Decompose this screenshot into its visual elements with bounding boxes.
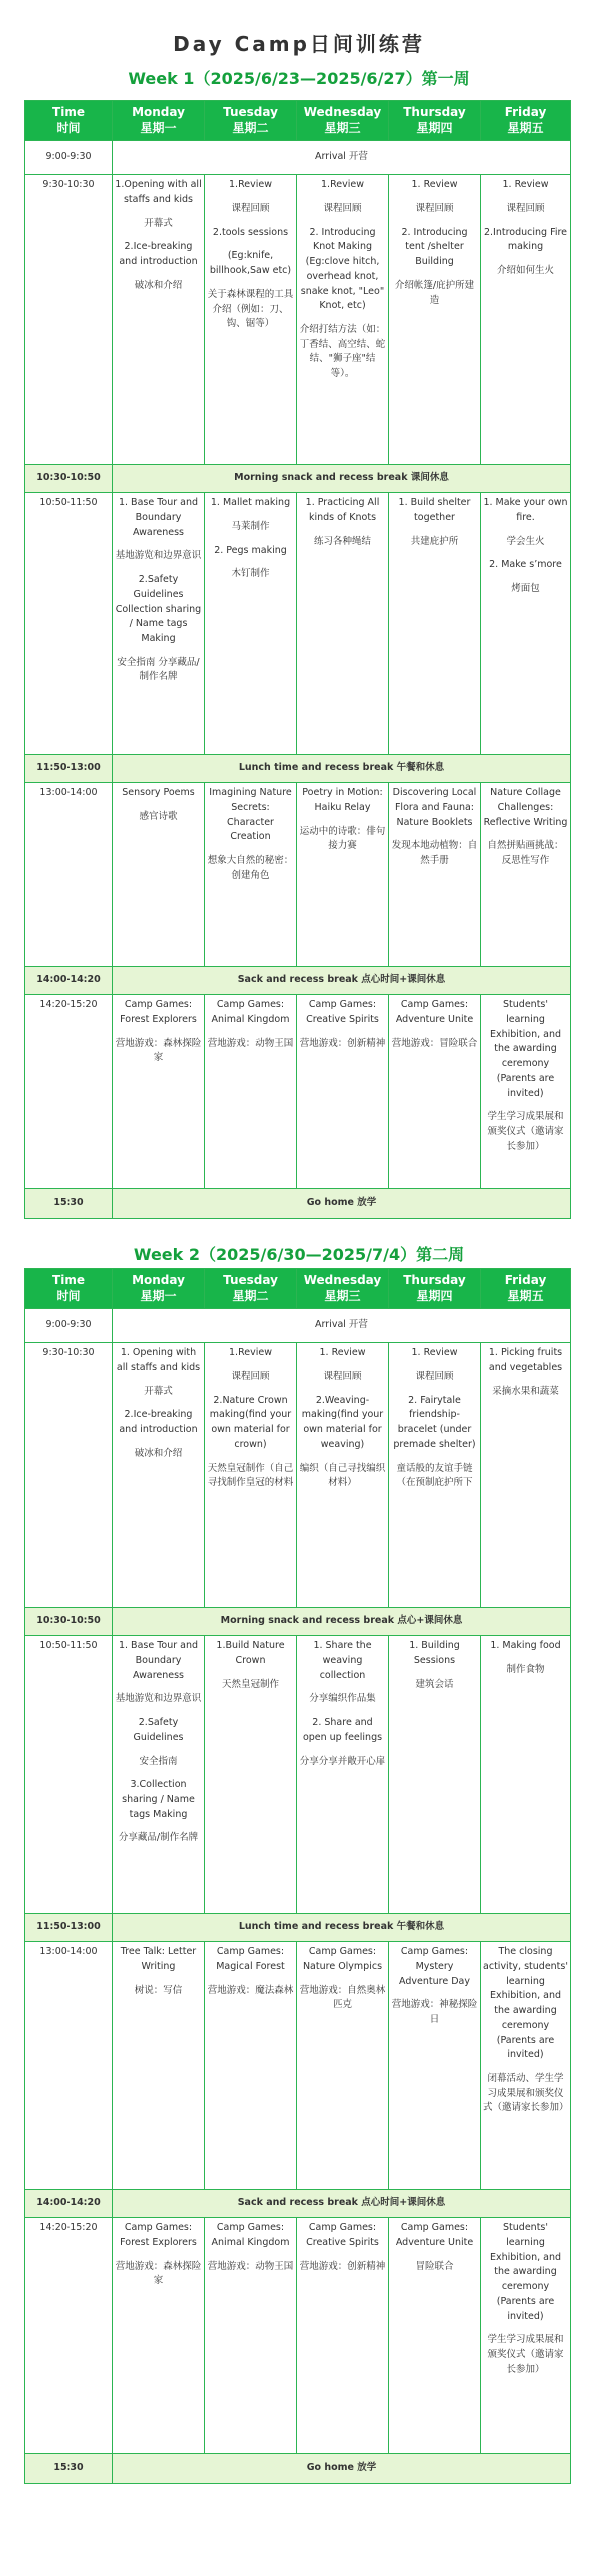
activity-text: 天然皇冠制作 [221,1678,279,1690]
time-cell: 15:30 [25,2454,113,2484]
activity-text: 共建庇护所 [410,535,459,547]
activity-text: 烤面包 [511,583,540,595]
activity-text: 感官诗歌 [139,810,178,822]
break-cell: Morning snack and recess break 点心+课间休息 [113,1608,571,1636]
activity-text: 闭幕活动、学生学习成果展和颁奖仪式（邀请家长参加） [483,2072,569,2114]
schedule-row [25,141,571,175]
activity-cell [113,1343,205,1608]
activity-text: Imagining Nature Secrets: Character Creation [209,787,292,843]
activity-text: Camp Games: Forest Explorers [120,999,197,1025]
activity-text: 课程回顾 [415,202,454,214]
activity-cell [297,493,389,755]
activity-cell [205,1942,297,2190]
activity-cell [389,1343,481,1608]
activity-text: 2.Weaving-making(find your own material for weaving) [301,1394,384,1450]
header-row [25,101,571,141]
activity-text: 2.Ice-breaking and introduction [119,241,198,268]
header-row [25,1269,571,1309]
activity-text: 1. Making food [490,1640,561,1652]
schedule-row [25,493,571,755]
activity-cell [389,175,481,465]
column-header: Time 时间 [25,1269,113,1309]
activity-cell [113,1636,205,1914]
time-cell: 9:30-10:30 [25,1343,113,1608]
activity-text: Camp Games: Creative Spirits [306,2222,379,2248]
column-header: Thursday 星期四 [389,101,481,141]
schedule-row [25,967,571,995]
activity-text: 课程回顾 [323,1370,362,1382]
column-header: Friday 星期五 [481,101,571,141]
activity-text: 2.Ice-breaking and introduction [119,1409,198,1436]
activity-text: 学会生火 [506,535,545,547]
activity-text: 1. Review [502,179,549,191]
time-cell: 9:30-10:30 [25,175,113,465]
activity-text: 安全指南 分享藏品/制作名牌 [117,656,200,683]
time-cell: 14:20-15:20 [25,995,113,1189]
time-cell: 10:30-10:50 [25,465,113,493]
activity-text: 营地游戏：创新精神 [299,2260,386,2272]
activity-text: 天然皇冠制作（自己寻找制作皇冠的材料 [207,1462,294,1489]
schedule-row [25,995,571,1189]
schedule-row [25,465,571,493]
activity-text: 2. Introducing tent /shelter Building [401,226,468,268]
break-cell: Sack and recess break 点心时间+课间休息 [113,967,571,995]
activity-cell [113,175,205,465]
activity-cell [205,2218,297,2454]
time-cell: 13:00-14:00 [25,1942,113,2190]
column-header: Time 时间 [25,101,113,141]
activity-text: 2.tools sessions [212,226,289,238]
activity-text: 1. Practicing All kinds of Knots [305,497,380,523]
break-cell: Go home 放学 [113,2454,571,2484]
activity-cell [481,175,571,465]
activity-text: 练习各种绳结 [313,535,371,547]
time-cell: 9:00-9:30 [25,141,113,175]
activity-cell [297,1636,389,1914]
activity-text: 破冰和介绍 [134,1447,183,1459]
activity-text: 冒险联合 [415,2260,454,2272]
schedule-row [25,175,571,465]
activity-cell [481,493,571,755]
activity-text: 1.Review [229,179,272,191]
schedule-row [25,2454,571,2484]
arrival-cell: Arrival 开营 [113,141,571,175]
activity-text: 介绍打结方法（如：丁香结、高空结、蛇结、"狮子座"结等）。 [299,323,386,380]
week-1-title: Week 1（2025/6/23—2025/6/27）第一周 [128,69,470,88]
activity-text: Camp Games: Creative Spirits [306,999,379,1025]
activity-text: 1.Opening with all staffs and kids [115,179,202,205]
activity-text: Camp Games: Adventure Unite [395,999,474,1025]
activity-text: 1.Review [229,1347,272,1359]
activity-text: 2.Nature Crown making(find your own material for crown) [209,1394,292,1450]
activity-text: 课程回顾 [323,202,362,214]
activity-cell [113,995,205,1189]
time-cell: 11:50-13:00 [25,755,113,783]
activity-text: 课程回顾 [506,202,545,214]
activity-text: Camp Games: Adventure Unite [395,2222,474,2248]
activity-cell [389,493,481,755]
activity-text: 分享藏品/制作名牌 [118,1832,199,1844]
activity-cell [481,1942,571,2190]
activity-text: 2. Share and open up feelings [302,1717,383,1743]
page-title: Day Camp日间训练营 [173,32,425,56]
activity-text: 课程回顾 [231,202,270,214]
activity-text: 制作食物 [506,1663,545,1675]
activity-text: 1. Build shelter together [398,497,471,523]
column-header: Thursday 星期四 [389,1269,481,1309]
activity-text: 营地游戏：神秘探险日 [391,1999,478,2026]
activity-cell [205,783,297,967]
break-cell: Go home 放学 [113,1189,571,1219]
schedule-row [25,1343,571,1608]
schedule-row [25,1608,571,1636]
activity-text: Camp Games: Forest Explorers [120,2222,197,2248]
activity-cell [297,1942,389,2190]
column-header: Monday 星期一 [113,101,205,141]
break-cell: Sack and recess break 点心时间+课间休息 [113,2190,571,2218]
activity-text: Camp Games: Magical Forest [216,1946,285,1972]
activity-cell [481,783,571,967]
activity-cell [481,1636,571,1914]
week-2-title: Week 2（2025/6/30—2025/7/4）第二周 [133,1245,465,1264]
activity-text: 发现本地动植物：自然手册 [391,840,478,867]
activity-cell [297,2218,389,2454]
activity-cell [389,1636,481,1914]
break-cell: Lunch time and recess break 午餐和休息 [113,755,571,783]
time-cell: 14:00-14:20 [25,967,113,995]
schedule-row [25,755,571,783]
activity-text: 2.Safety Guidelines Collection sharing / Name tags Making [115,574,202,644]
time-cell: 10:30-10:50 [25,1608,113,1636]
activity-text: 运动中的诗歌：俳句接力赛 [299,825,386,852]
time-cell: 13:00-14:00 [25,783,113,967]
activity-text: Camp Games: Animal Kingdom [211,999,290,1025]
activity-text: 1. Make your own fire. [483,497,568,523]
activity-text: 开幕式 [144,217,173,229]
activity-text: 2. Pegs making [214,544,287,556]
schedule-row [25,1942,571,2190]
activity-text: 1.Review [321,179,364,191]
activity-text: 分享编织作品集 [309,1693,376,1705]
activity-cell [113,2218,205,2454]
activity-text: 自然拼贴画挑战：反思性写作 [487,840,564,867]
activity-text: Sensory Poems [122,787,195,799]
activity-text: The closing activity, students' learning Exhibition, and the awarding ceremony (Parents are invited) [483,1946,568,2061]
time-cell: 14:00-14:20 [25,2190,113,2218]
time-cell: 10:50-11:50 [25,493,113,755]
activity-text: 营地游戏：创新精神 [299,1037,386,1049]
activity-text: 营地游戏：森林探险家 [115,2260,202,2287]
column-header: Wednesday 星期三 [297,1269,389,1309]
activity-cell [113,493,205,755]
activity-text: 营地游戏：动物王国 [207,2260,294,2272]
activity-cell [205,1343,297,1608]
activity-cell [297,995,389,1189]
activity-text: 1. Review [411,1347,458,1359]
activity-text: 建筑会话 [415,1678,454,1690]
activity-text: Nature Collage Challenges: Reflective Writing [483,787,568,828]
activity-cell [205,1636,297,1914]
activity-text: 童话般的友谊手链（在预制庇护所下 [396,1462,473,1489]
time-cell: 15:30 [25,1189,113,1219]
activity-text: 1. Base Tour and Boundary Awareness [118,1640,199,1681]
activity-cell [389,995,481,1189]
activity-text: 学生学习成果展和颁奖仪式（邀请家长参加） [487,1111,564,1152]
activity-text: (Eg:knife, billhook,Saw etc) [209,250,292,277]
activity-text: 课程回顾 [415,1370,454,1382]
activity-text: 基地游览和边界意识 [115,550,202,562]
column-header: Wednesday 星期三 [297,101,389,141]
activity-text: 基地游览和边界意识 [115,1693,202,1705]
activity-cell [481,995,571,1189]
activity-text: 营地游戏：自然奥林匹克 [299,1984,386,2011]
activity-text: 2. Make s’more [489,559,562,571]
activity-cell [481,1343,571,1608]
activity-cell [389,783,481,967]
schedule-row [25,1914,571,1942]
activity-text: 营地游戏：魔法森林 [207,1984,294,1996]
activity-text: 3.Collection sharing / Name tags Making [122,1779,195,1820]
activity-text: 2.Introducing Fire making [483,226,568,253]
time-cell: 11:50-13:00 [25,1914,113,1942]
activity-text: 采摘水果和蔬菜 [492,1385,559,1397]
activity-cell [481,2218,571,2454]
activity-text: 1.Build Nature Crown [216,1640,285,1666]
week-2-schedule-table [24,1268,571,2484]
activity-text: Camp Games: Animal Kingdom [211,2222,290,2248]
activity-text: 营地游戏：森林探险家 [115,1037,202,1064]
activity-text: 安全指南 [139,1755,178,1767]
activity-text: Tree Talk: Letter Writing [120,1946,197,1972]
activity-text: 介绍帐篷/庇护所建造 [394,279,475,306]
schedule-row [25,783,571,967]
arrival-cell: Arrival 开营 [113,1309,571,1343]
activity-text: 分享分享并敞开心扉 [299,1755,386,1767]
activity-text: 2. Fairytale friendship-bracelet (under premade shelter) [393,1394,476,1450]
activity-cell [297,783,389,967]
time-cell: 9:00-9:30 [25,1309,113,1343]
column-header: Monday 星期一 [113,1269,205,1309]
schedule-row [25,2218,571,2454]
activity-text: Students' learning Exhibition, and the awarding ceremony (Parents are invited) [489,2222,562,2322]
activity-text: 1. Mallet making [210,497,291,509]
activity-text: 1. Base Tour and Boundary Awareness [118,497,199,538]
activity-text: 想象大自然的秘密：创建角色 [207,855,294,881]
activity-text: Students' learning Exhibition, and the awarding ceremony (Parents are invited) [489,999,562,1099]
activity-text: Poetry in Motion: Haiku Relay [302,787,383,813]
activity-text: 开幕式 [144,1385,173,1397]
activity-cell [113,783,205,967]
break-cell: Lunch time and recess break 午餐和休息 [113,1914,571,1942]
week-1-schedule-table [24,100,571,1219]
activity-cell [297,175,389,465]
activity-text: 关于森林课程的工具介绍（例如：刀、钩、锯等） [207,288,294,330]
time-cell: 14:20-15:20 [25,2218,113,2454]
activity-text: Discovering Local Flora and Fauna: Nature Booklets [392,787,477,828]
activity-text: Camp Games: Nature Olympics [302,1946,383,1972]
activity-text: 1. Share the weaving collection [313,1640,372,1681]
schedule-row [25,2190,571,2218]
activity-text: 破冰和介绍 [134,279,183,291]
column-header: Tuesday 星期二 [205,1269,297,1309]
activity-text: 1. Building Sessions [409,1640,460,1666]
activity-text: 树说：写信 [134,1984,183,1996]
schedule-row [25,1636,571,1914]
activity-cell [113,1942,205,2190]
activity-text: 2. Introducing Knot Making (Eg:clove hitch, overhead knot, snake knot, "Leo" Knot, etc) [300,226,385,312]
activity-cell [389,2218,481,2454]
activity-text: 2.Safety Guidelines [133,1717,184,1743]
activity-cell [205,493,297,755]
schedule-row [25,1189,571,1219]
activity-cell [205,175,297,465]
activity-text: 1. Picking fruits and vegetables [488,1347,563,1373]
activity-text: 营地游戏：冒险联合 [391,1037,478,1049]
activity-text: 木钉制作 [231,568,270,580]
activity-text: 课程回顾 [231,1370,270,1382]
break-cell: Morning snack and recess break 课间休息 [113,465,571,493]
activity-text: 编织（自己寻找编织材料） [299,1462,386,1489]
activity-text: 介绍如何生火 [496,265,554,277]
activity-cell [297,1343,389,1608]
activity-cell [389,1942,481,2190]
activity-text: 营地游戏：动物王国 [207,1037,294,1049]
activity-text: 学生学习成果展和颁奖仪式（邀请家长参加） [487,2334,564,2375]
schedule-row [25,1309,571,1343]
column-header: Friday 星期五 [481,1269,571,1309]
activity-text: 1. Opening with all staffs and kids [116,1347,201,1373]
activity-text: 1. Review [319,1347,366,1359]
activity-text: 马莱制作 [231,520,270,532]
activity-text: Camp Games: Mystery Adventure Day [399,1946,470,1987]
activity-cell [205,995,297,1189]
activity-text: 1. Review [411,179,458,191]
column-header: Tuesday 星期二 [205,101,297,141]
time-cell: 10:50-11:50 [25,1636,113,1914]
